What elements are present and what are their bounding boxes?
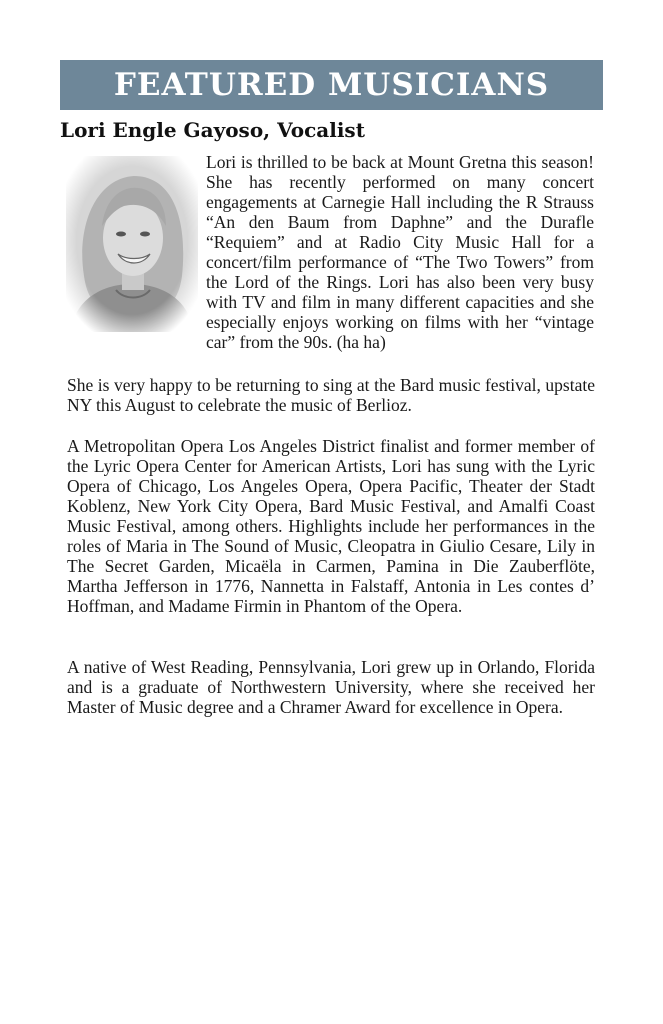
- musician-photo: [66, 156, 198, 332]
- section-banner: [60, 60, 603, 110]
- bio-paragraph-festival: She is very happy to be returning to sing at the Bard music festival, upstate NY this August to celebrate the music of Berlioz.: [67, 375, 595, 415]
- section-title: FEATURED MUSICIANS: [113, 67, 550, 103]
- bio-paragraph-career: A Metropolitan Opera Los Angeles District finalist and former member of the Lyric Opera Center for American Artists, Lori has sung with the Lyric Opera of Chicago, Los Angeles Opera, Opera Pacific, Theater der Stadt Koblenz, New York City Opera, Bard Music Festival, and Amalfi Coast Music Festival, among others. Highlights include her performances in the roles of Maria in The Sound of Music, Cleopatra in Giulio Cesare, Lily in The Secret Garden, Micaëla in Carmen, Pamina in Die Zauberflöte, Martha Jefferson in 1776, Nannetta in Falstaff, Antonia in Les contes d’ Hoffman, and Madame Firmin in Phantom of the Opera.: [67, 436, 595, 616]
- intro-paragraph: Lori is thrilled to be back at Mount Gretna this season! She has recently performed on many concert engagements at Carnegie Hall including the R Strauss “An den Baum from Daphne” and the Durafle “Requiem” and at Radio City Music Hall for a concert/film performance of “The Two Towers” from the Lord of the Rings. Lori has also been very busy with TV and film in many different capacities and she especially enjoys working on films with her “vintage car” from the 90s. (ha ha): [206, 152, 594, 352]
- musician-name: Lori Engle Gayoso, Vocalist: [60, 118, 365, 142]
- bio-paragraph-background: A native of West Reading, Pennsylvania, Lori grew up in Orlando, Florida and is a graduate of Northwestern University, where she received her Master of Music degree and a Chramer Award for excellence in Opera.: [67, 657, 595, 717]
